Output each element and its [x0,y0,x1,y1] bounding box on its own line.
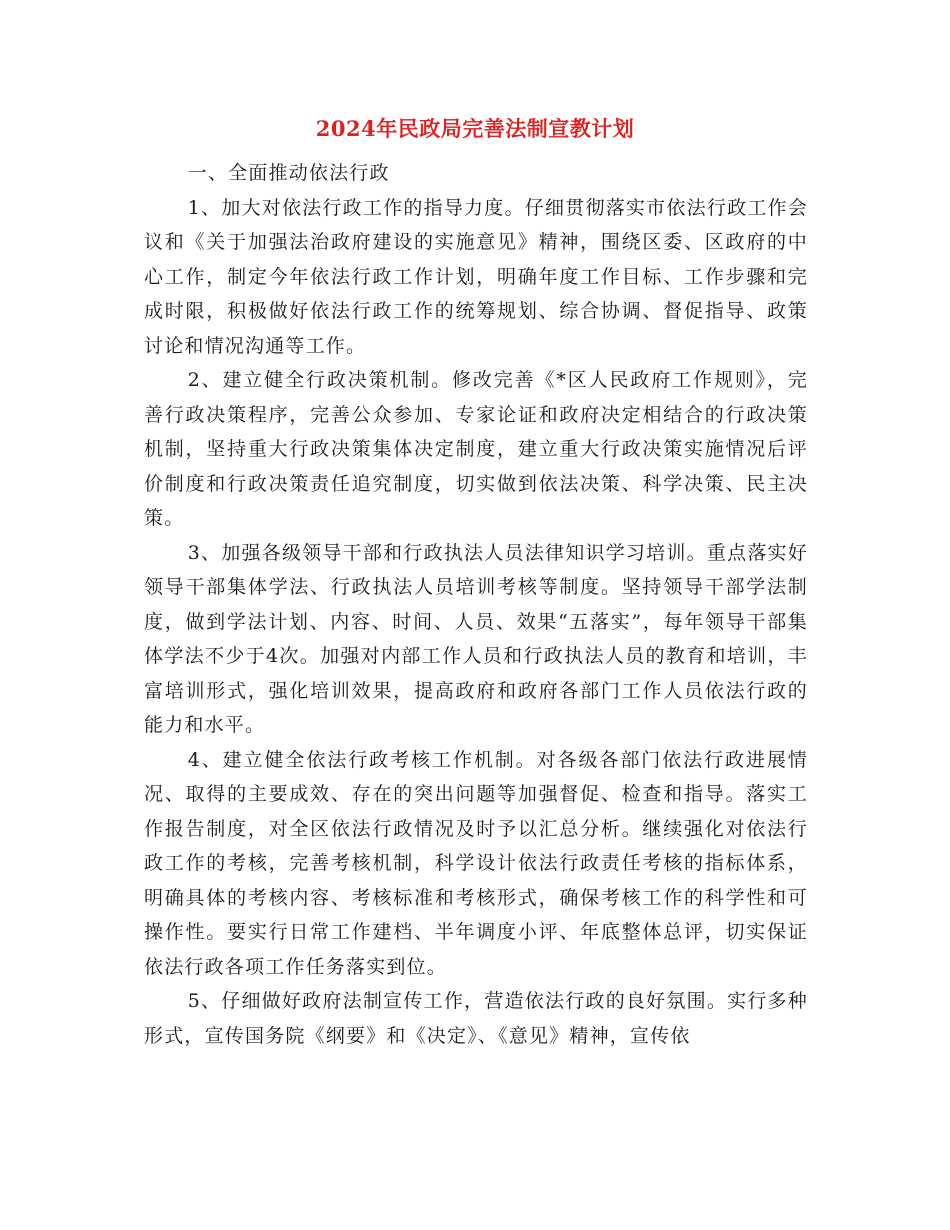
paragraph-2: 2、建立健全行政决策机制。修改完善《*区人民政府工作规则》，完善行政决策程序，完善公众参加、专家论证和政府决定相结合的行政决策机制，坚持重大行政决策集体决定制度，建立重大行政决策实施情况后评价制度和行政决策责任追究制度，切实做到依法决策、科学决策、民主决策。 [144,369,808,529]
paragraph-4: 4、建立健全依法行政考核工作机制。对各级各部门依法行政进展情况、取得的主要成效、存在的突出问题等加强督促、检查和指导。落实工作报告制度，对全区依法行政情况及时予以汇总分析。继续强化对依法行政工作的考核，完善考核机制，科学设计依法行政责任考核的指标体系，明确具体的考核内容、考核标准和考核形式，确保考核工作的科学性和可操作性。要实行日常工作建档、半年调度小评、年底整体总评，切实保证依法行政各项工作任务落实到位。 [144,748,808,978]
document-body [144,156,808,1053]
paragraph-1: 1、加大对依法行政工作的指导力度。仔细贯彻落实市依法行政工作会议和《关于加强法治政府建设的实施意见》精神，围绕区委、区政府的中心工作，制定今年依法行政工作计划，明确年度工作目标、工作步骤和完成时限，积极做好依法行政工作的统筹规划、综合协调、督促指导、政策讨论和情况沟通等工作。 [144,196,808,357]
document-title: 2024年民政局完善法制宣教计划 [315,116,635,141]
paragraph-3: 3、加强各级领导干部和行政执法人员法律知识学习培训。重点落实好领导干部集体学法、行政执法人员培训考核等制度。坚持领导干部学法制度，做到学法计划、内容、时间、人员、效果“五落实”，每年领导干部集体学法不少于4次。加强对内部工作人员和行政执法人员的教育和培训，丰富培训形式，强化培训效果，提高政府和政府各部门工作人员依法行政的能力和水平。 [144,541,808,736]
paragraph-5: 5、仔细做好政府法制宣传工作，营造依法行政的良好氛围。实行多种形式，宣传国务院《纲要》和《决定》、《意见》精神，宣传依 [144,990,808,1047]
section-heading-1: 一、全面推动依法行政 [187,162,390,184]
